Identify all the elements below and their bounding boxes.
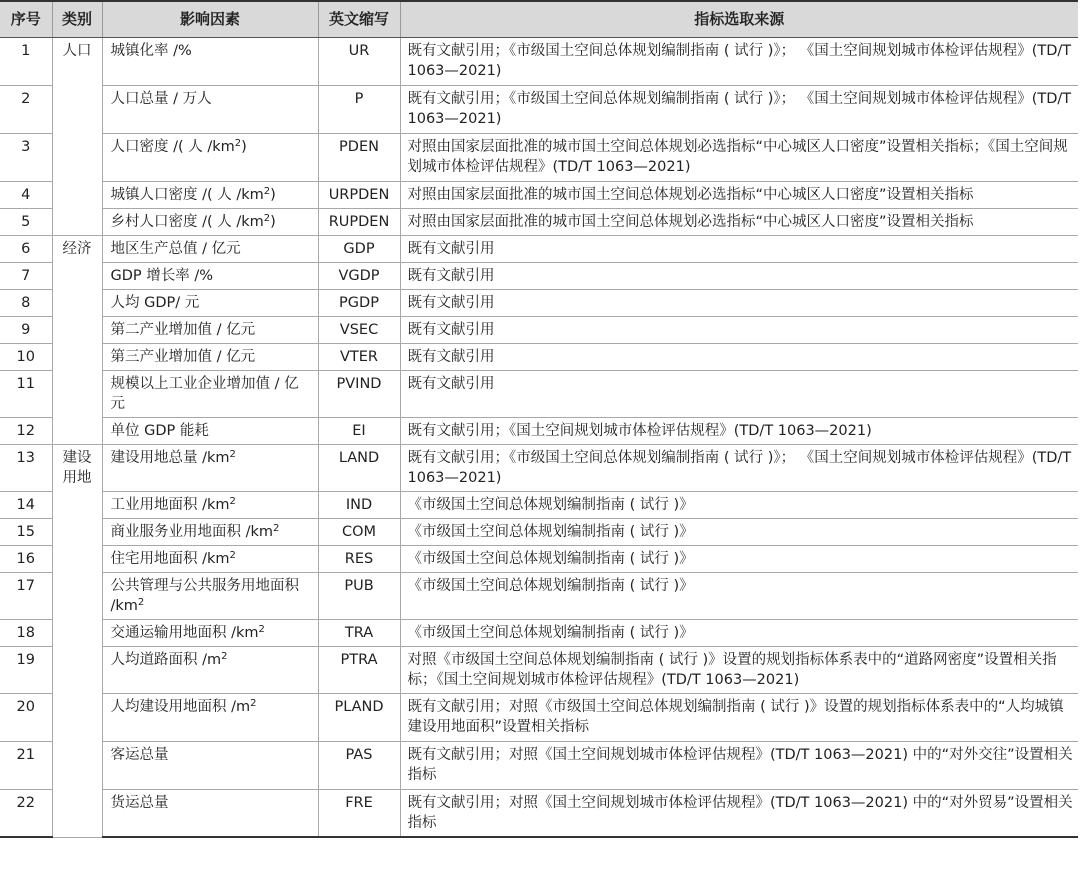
factor-text: 人口总量 / 万人	[110, 90, 212, 107]
row-number: 12	[0, 417, 52, 444]
factor-cell	[102, 85, 318, 133]
abbreviation-cell: PDEN	[318, 133, 400, 181]
abbreviation-cell: VGDP	[318, 262, 400, 289]
table-row	[0, 181, 1078, 208]
unit-superscript: 2	[258, 623, 265, 635]
source-cell: 《市级国土空间总体规划编制指南 ( 试行 )》	[400, 491, 1078, 518]
unit-superscript: 2	[273, 522, 280, 534]
row-number: 15	[0, 518, 52, 545]
abbreviation-cell: RES	[318, 545, 400, 572]
factor-cell	[102, 646, 318, 693]
abbreviation-cell: FRE	[318, 789, 400, 837]
row-number: 3	[0, 133, 52, 181]
abbreviation-cell: PLAND	[318, 693, 400, 741]
row-number: 20	[0, 693, 52, 741]
factor-cell	[102, 370, 318, 417]
unit-close-paren: )	[270, 186, 276, 203]
source-cell: 对照《市级国土空间总体规划编制指南 ( 试行 )》设置的规划指标体系表中的“道路网密度”设置相关指标；《国土空间规划城市体检评估规程》(TD/T 1063—2021)	[400, 646, 1078, 693]
factor-text: 货运总量	[110, 794, 169, 811]
table-row	[0, 545, 1078, 572]
row-number: 6	[0, 235, 52, 262]
factor-cell	[102, 208, 318, 235]
factor-cell	[102, 37, 318, 85]
table-row	[0, 646, 1078, 693]
factor-cell	[102, 693, 318, 741]
unit-close-paren: )	[270, 213, 276, 230]
source-cell: 对照由国家层面批准的城市国土空间总体规划必选指标“中心城区人口密度”设置相关指标	[400, 208, 1078, 235]
factor-text: GDP 增长率 /%	[110, 267, 214, 284]
factor-text: 乡村人口密度 /( 人 /km	[110, 213, 264, 230]
source-cell: 既有文献引用；对照《国土空间规划城市体检评估规程》(TD/T 1063—2021) 中的“对外贸易”设置相关指标	[400, 789, 1078, 837]
factor-cell	[102, 235, 318, 262]
source-cell: 对照由国家层面批准的城市国土空间总体规划必选指标“中心城区人口密度”设置相关指标；《国土空间规划城市体检评估规程》(TD/T 1063—2021)	[400, 133, 1078, 181]
abbreviation-cell: EI	[318, 417, 400, 444]
table-row	[0, 289, 1078, 316]
source-cell: 《市级国土空间总体规划编制指南 ( 试行 )》	[400, 518, 1078, 545]
row-number: 2	[0, 85, 52, 133]
factor-text: 建设用地总量 /km	[110, 449, 230, 466]
abbreviation-cell: TRA	[318, 619, 400, 646]
factor-cell	[102, 518, 318, 545]
unit-superscript: 2	[263, 185, 271, 197]
source-cell: 既有文献引用	[400, 343, 1078, 370]
source-cell: 既有文献引用；《市级国土空间总体规划编制指南 ( 试行 )》； 《国土空间规划城市体检评估规程》(TD/T 1063—2021)	[400, 85, 1078, 133]
source-cell: 既有文献引用	[400, 262, 1078, 289]
abbreviation-cell: PAS	[318, 741, 400, 789]
unit-close-paren: )	[241, 138, 247, 155]
table-row	[0, 619, 1078, 646]
factor-text: 规模以上工业企业增加值 / 亿元	[110, 375, 299, 412]
row-number: 9	[0, 316, 52, 343]
row-number: 7	[0, 262, 52, 289]
table-row	[0, 518, 1078, 545]
header-category: 类别	[52, 1, 102, 37]
table-row	[0, 491, 1078, 518]
table-row	[0, 343, 1078, 370]
row-number: 14	[0, 491, 52, 518]
factor-cell	[102, 343, 318, 370]
row-number: 13	[0, 444, 52, 491]
abbreviation-cell: PGDP	[318, 289, 400, 316]
factor-text: 客运总量	[110, 746, 169, 763]
table-row	[0, 37, 1078, 85]
unit-superscript: 2	[229, 549, 236, 561]
factor-text: 单位 GDP 能耗	[110, 422, 209, 439]
factor-cell	[102, 316, 318, 343]
factor-cell	[102, 181, 318, 208]
source-cell: 既有文献引用	[400, 370, 1078, 417]
table-row	[0, 741, 1078, 789]
abbreviation-cell: IND	[318, 491, 400, 518]
factor-text: 地区生产总值 / 亿元	[110, 240, 241, 257]
table-row	[0, 417, 1078, 444]
header-no: 序号	[0, 1, 52, 37]
factor-text: 人均 GDP/ 元	[110, 294, 200, 311]
row-number: 18	[0, 619, 52, 646]
table-row	[0, 262, 1078, 289]
source-cell: 既有文献引用；《市级国土空间总体规划编制指南 ( 试行 )》； 《国土空间规划城市体检评估规程》(TD/T 1063—2021)	[400, 37, 1078, 85]
factor-text: 第三产业增加值 / 亿元	[110, 348, 256, 365]
source-cell: 既有文献引用；《市级国土空间总体规划编制指南 ( 试行 )》； 《国土空间规划城市体检评估规程》(TD/T 1063—2021)	[400, 444, 1078, 491]
header-source: 指标选取来源	[400, 1, 1078, 37]
factor-cell	[102, 491, 318, 518]
table-body	[0, 37, 1078, 837]
row-number: 1	[0, 37, 52, 85]
factor-cell	[102, 789, 318, 837]
abbreviation-cell: PUB	[318, 572, 400, 619]
table-row	[0, 235, 1078, 262]
factor-text: 城镇人口密度 /( 人 /km	[110, 186, 264, 203]
row-number: 10	[0, 343, 52, 370]
table-header-row	[0, 1, 1078, 37]
factor-text: 公共管理与公共服务用地面积 /km	[110, 577, 299, 614]
factor-cell	[102, 619, 318, 646]
row-number: 5	[0, 208, 52, 235]
unit-superscript: 2	[234, 137, 242, 149]
factor-text: 城镇化率 /%	[110, 42, 192, 59]
row-number: 19	[0, 646, 52, 693]
factor-cell	[102, 289, 318, 316]
table-row	[0, 85, 1078, 133]
abbreviation-cell: URPDEN	[318, 181, 400, 208]
header-factor: 影响因素	[102, 1, 318, 37]
factor-text: 工业用地面积 /km	[110, 496, 230, 513]
category-cell-population: 人口	[52, 37, 102, 235]
row-number: 8	[0, 289, 52, 316]
unit-superscript: 2	[250, 697, 257, 709]
source-cell: 既有文献引用；对照《国土空间规划城市体检评估规程》(TD/T 1063—2021) 中的“对外交往”设置相关指标	[400, 741, 1078, 789]
source-cell: 既有文献引用	[400, 316, 1078, 343]
factor-text: 第二产业增加值 / 亿元	[110, 321, 256, 338]
source-cell: 《市级国土空间总体规划编制指南 ( 试行 )》	[400, 545, 1078, 572]
unit-superscript: 2	[137, 596, 145, 608]
table-row	[0, 789, 1078, 837]
unit-superscript: 2	[263, 212, 271, 224]
factor-cell	[102, 741, 318, 789]
row-number: 17	[0, 572, 52, 619]
category-cell-land: 建设 用地	[52, 444, 102, 837]
abbreviation-cell: LAND	[318, 444, 400, 491]
factor-cell	[102, 417, 318, 444]
abbreviation-cell: GDP	[318, 235, 400, 262]
row-number: 22	[0, 789, 52, 837]
header-abbr: 英文缩写	[318, 1, 400, 37]
category-cell-economy: 经济	[52, 235, 102, 444]
row-number: 21	[0, 741, 52, 789]
table-row	[0, 133, 1078, 181]
factor-text: 人口密度 /( 人 /km	[110, 138, 235, 155]
factor-cell	[102, 545, 318, 572]
source-cell: 既有文献引用	[400, 289, 1078, 316]
source-cell: 既有文献引用；对照《市级国土空间总体规划编制指南 ( 试行 )》设置的规划指标体系表中的“人均城镇建设用地面积”设置相关指标	[400, 693, 1078, 741]
abbreviation-cell: COM	[318, 518, 400, 545]
row-number: 16	[0, 545, 52, 572]
table-row	[0, 370, 1078, 417]
abbreviation-cell: VTER	[318, 343, 400, 370]
abbreviation-cell: UR	[318, 37, 400, 85]
factor-text: 人均建设用地面积 /m	[110, 698, 251, 715]
factor-text: 交通运输用地面积 /km	[110, 624, 259, 641]
source-cell: 对照由国家层面批准的城市国土空间总体规划必选指标“中心城区人口密度”设置相关指标	[400, 181, 1078, 208]
row-number: 4	[0, 181, 52, 208]
factor-text: 商业服务业用地面积 /km	[110, 523, 274, 540]
abbreviation-cell: P	[318, 85, 400, 133]
abbreviation-cell: PTRA	[318, 646, 400, 693]
unit-superscript: 2	[229, 448, 236, 460]
table-row	[0, 316, 1078, 343]
abbreviation-cell: RUPDEN	[318, 208, 400, 235]
factor-cell	[102, 572, 318, 619]
unit-superscript: 2	[229, 495, 236, 507]
factor-text: 人均道路面积 /m	[110, 651, 222, 668]
table-row	[0, 572, 1078, 619]
abbreviation-cell: PVIND	[318, 370, 400, 417]
factor-text: 住宅用地面积 /km	[110, 550, 230, 567]
factor-cell	[102, 133, 318, 181]
abbreviation-cell: VSEC	[318, 316, 400, 343]
source-cell: 既有文献引用	[400, 235, 1078, 262]
source-cell: 《市级国土空间总体规划编制指南 ( 试行 )》	[400, 572, 1078, 619]
factor-cell	[102, 262, 318, 289]
unit-superscript: 2	[221, 650, 228, 662]
row-number: 11	[0, 370, 52, 417]
table-row	[0, 444, 1078, 491]
factor-cell	[102, 444, 318, 491]
source-cell: 既有文献引用；《国土空间规划城市体检评估规程》(TD/T 1063—2021)	[400, 417, 1078, 444]
table-row	[0, 693, 1078, 741]
source-cell: 《市级国土空间总体规划编制指南 ( 试行 )》	[400, 619, 1078, 646]
table-row	[0, 208, 1078, 235]
